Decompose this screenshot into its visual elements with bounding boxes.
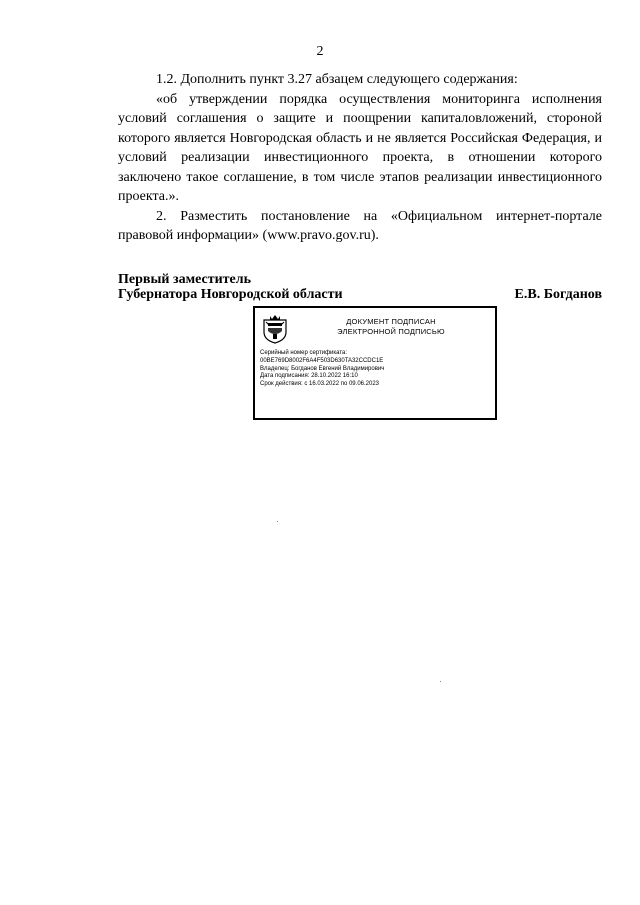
paragraph-item-2: 2. Разместить постановление на «Официальном интернет-портале правовой информации» (www.pravo.gov.ru). [118,208,602,243]
stamp-title [291,317,491,337]
signer-position-line2: Губернатора Новгородской области [118,287,343,302]
signed-date: Дата подписания: 28.10.2022 16:10 [260,373,358,380]
certificate-label: Серийный номер сертификата: [260,350,348,356]
document-body [118,70,602,246]
scan-speck [277,521,278,522]
stamp-title-line2: ЭЛЕКТРОННОЙ ПОДПИСЬЮ [337,327,445,336]
paragraph-item-1-2: 1.2. Дополнить пункт 3.27 абзацем следующего содержания: [156,72,518,87]
scan-speck [440,681,441,682]
signer-position-line1: Первый заместитель [118,272,251,287]
coat-of-arms-icon [262,314,288,344]
signature-block [118,272,602,302]
stamp-title-line1: ДОКУМЕНТ ПОДПИСАН [346,317,436,326]
owner: Владелец: Богданов Евгений Владимирович [260,365,385,372]
signer-name: Е.В. Богданов [514,287,602,302]
page-number: 2 [316,44,324,59]
stamp-details [260,350,384,389]
electronic-signature-stamp [253,306,497,420]
validity-period: Срок действия: с 16.03.2022 по 09.06.2023 [260,381,380,388]
certificate-number: 00BE769D8002F6A4F503D630TA32CCDC1E [260,357,384,364]
paragraph-quote: «об утверждении порядка осуществления мониторинга исполнения условий соглашения о защите и поощрении капиталовложений, стороной которого является Новгородская область и не является Российская Федерация, и условий реализации инвестиционного проекта, в отношении которого заключено такое соглашение, в том числе этапов реализации инвестиционного проекта.». [118,91,602,204]
